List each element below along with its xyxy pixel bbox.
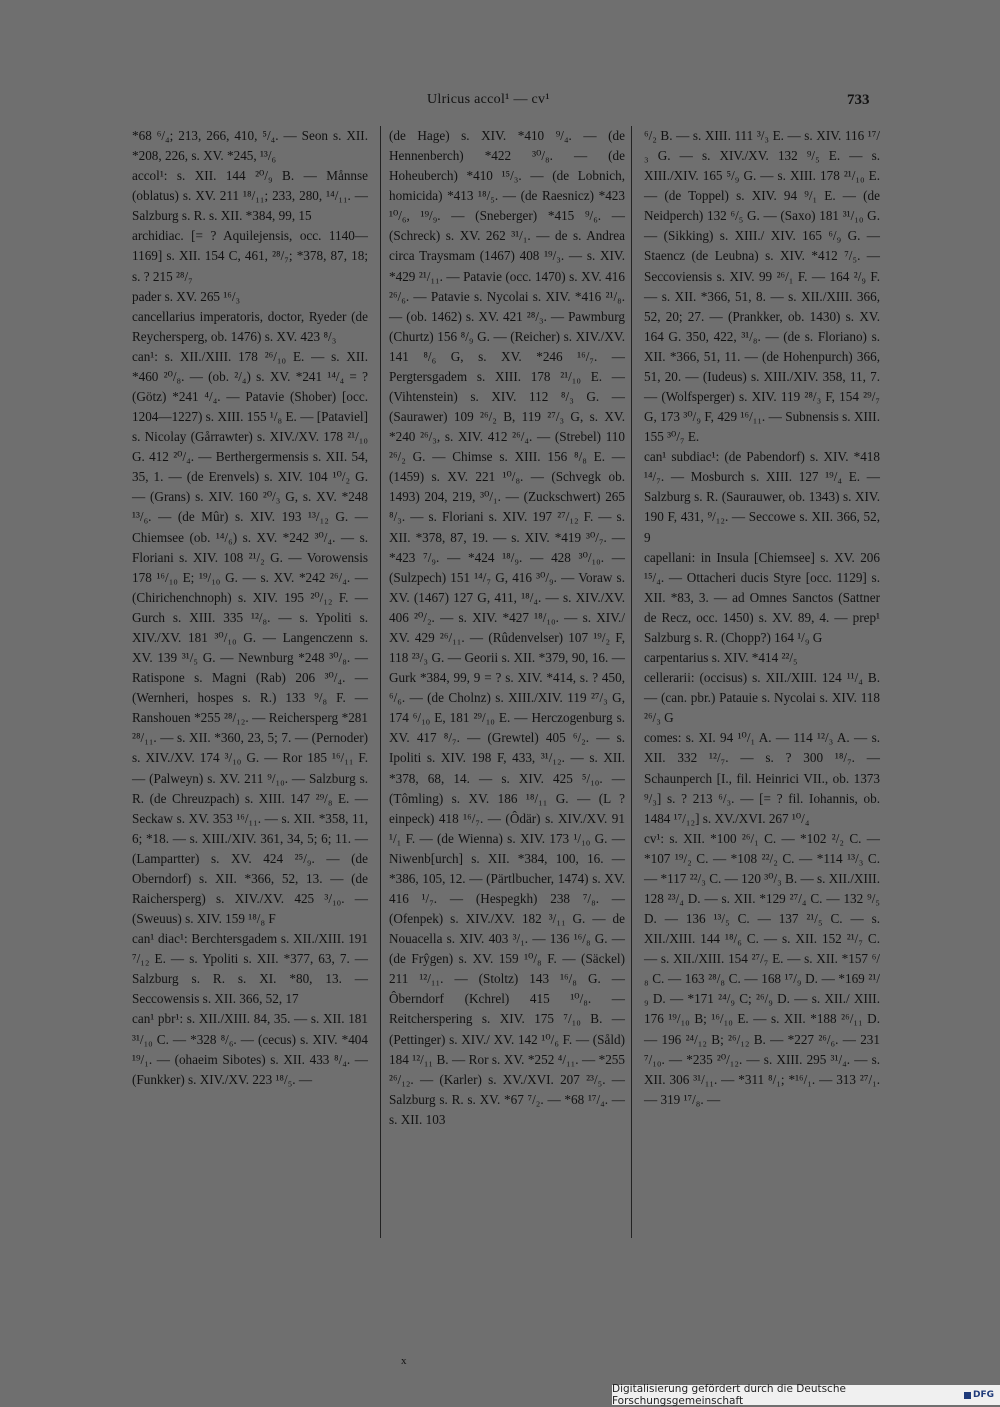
logo-square-icon bbox=[964, 1392, 971, 1399]
footer-text: Digitalisierung gefördert durch die Deutsche Forschungsgemeinschaft bbox=[612, 1383, 846, 1407]
entry-paragraph: comes: s. XI. 94 ¹⁰/₁ A. — 114 ¹²/₃ A. — s. XII. 332 ¹²/₇. — s. ? 300 ¹⁸/₇. — Schaunperch [I., fil. Heinrici VII., ob. 1373 ⁹/₃] s. ? 213 ⁶/₃. — [= ? fil. Iohannis, ob. 1484 ¹⁷/₁₂] s. XV./XVI. 267 ¹⁰/₄ bbox=[644, 730, 880, 826]
column-divider bbox=[631, 126, 632, 1238]
bottom-mark: x bbox=[401, 1355, 407, 1367]
column-divider bbox=[380, 126, 381, 1238]
entry-paragraph: can¹ subdiac¹: (de Pabendorf) s. XIV. *418 ¹⁴/₇. — Mosburch s. XIII. 127 ¹⁹/₄ E. — Salzburg s. R. (Saurauwer, ob. 1343) s. XIV. 190 F, 431, ⁹/₁₂. — Seccowe s. XII. 366, 52, 9 bbox=[644, 449, 880, 545]
entry-paragraph: *68 ⁶/₄; 213, 266, 410, ⁵/₄. — Seon s. XII. *208, 226, s. XV. *245, ¹³/₆ bbox=[132, 128, 368, 164]
page-number: 733 bbox=[847, 92, 870, 108]
text-column-3 bbox=[644, 126, 880, 1110]
entry-paragraph: cv¹: s. XII. *100 ²⁶/₁ C. — *102 ²/₂ C. — *107 ¹⁹/₂ C. — *108 ²²/₂ C. — *114 ¹³/₃ C. — *117 ²²/₃ C. — 120 ³⁰/₃ B. — s. XII./XIII. 128 ²³/₄ D. — s. XII. *129 ²⁷/₄ C. — 132 ⁹/₅ D. — 136 ¹³/₅ C. — 137 ²¹/₅ C. — s. XII./XIII. 144 ¹⁸/₆ C. — s. XII. 152 ²¹/₇ C. — s. XII./XIII. 154 ²⁷/₇ E. — s. XII. *157 ⁶/₈ C. — 163 ²⁸/₈ C. — 168 ¹⁷/₉ D. — *169 ²¹/₉ D. — *171 ²⁴/₉ C; ²⁶/₉ D. — s. XII./ XIII. 176 ¹⁹/₁₀ B; ¹⁶/₁₀ E. — s. XII. *188 ²⁶/₁₁ D. — 196 ²⁴/₁₂ B; ²⁶/₁₂ B. — *227 ²⁶/₆. — 231 ⁷/₁₀. — *235 ²⁰/₁₂. — s. XIII. 295 ³¹/₄. — s. XII. 306 ³¹/₁₁. — *311 ⁸/₁; *¹⁶/₁. — 313 ²⁷/₁. — 319 ¹⁷/₈. — bbox=[644, 830, 880, 1107]
entry-paragraph: can¹: s. XII./XIII. 178 ²⁶/₁₀ E. — s. XII. *460 ²⁰/₈. — (ob. ²/₄) s. XV. *241 ¹⁴/₄ = ? (Götz) *241 ⁴/₄. — Patavie (Shober) [occ. 1204—1227) s. XIII. 155 ¹/₈ E. — [Pataviel] s. Nicolay (Gårrawter) s. XIV./XV. 178 ²¹/₁₀ G. 412 ²⁰/₄. — Berthergermensis s. XII. 54, 35, 1. — (de Erenvels) s. XIV. 104 ¹⁰/₂ G. — (Grans) s. XIV. 160 ²⁰/₃ G, s. XV. *248 ¹³/₆. — (de Mûr) s. XIV. 193 ¹³/₁₂ G. — Chiemsee (ob. ¹⁴/₆) s. XV. *242 ³⁰/₄. — s. Floriani s. XIV. 108 ²¹/₂ G. — Vorowensis 178 ¹⁶/₁₀ E; ¹⁹/₁₀ G. — s. XV. *242 ²⁶/₄. — (Chirichenchnoph) s. XIV. 195 ²⁰/₁₂ F. — Gurch s. XIII. 335 ¹²/₈. — s. Ypoliti s. XIV./XV. 181 ³⁰/₁₀ G. — Langenczenn s. XV. 139 ³¹/₅ G. — Newnburg *248 ³⁰/₈. — Ratispone s. Magni (Rab) 206 ³⁰/₄. — (Wernheri, hospes s. R.) 133 ⁹/₈ F. — Ranshouen *255 ²⁸/₁₂. — Reichersperg *281 ²⁸/₁₁. — s. XII. *360, 23, 5; 7. — (Pernoder) s. XIV./XV. 174 ³/₁₀ G. — Ror 185 ¹⁶/₁₁ F. — (Palweyn) s. XV. 211 ⁹/₁₀. — Salzburg s. R. (de Chreuzpach) s. XIII. 147 ²⁹/₈ E. — Seckaw s. XV. 353 ¹⁶/₁₁. — s. XII. *358, 11, 6; *18. — s. XIII./XIV. 361, 34, 5; 6; 11. — (Lampartter) s. XV. 424 ²⁵/₉. — (de Oberndorf) s. XII. *366, 52, 13. — (de Raichersperg) s. XIV./XV. 425 ³/₁₀. — (Sweuus) s. XIV. 159 ¹⁸/₈ F bbox=[132, 348, 368, 927]
running-head: Ulricus accol¹ — cv¹ bbox=[427, 92, 550, 107]
digitization-footer bbox=[612, 1385, 1000, 1405]
entry-paragraph: can¹ pbr¹: s. XII./XIII. 84, 35. — s. XII. 181 ³¹/₁₀ C. — *328 ⁸/₆. — (cecus) s. XIV. *404 ¹⁹/₁. — (ohaeim Sibotes) s. XII. 433 ⁸/₄. — (Funkker) s. XIV./XV. 223 ¹⁸/₅. — bbox=[132, 1011, 368, 1087]
entry-paragraph: cancellarius imperatoris, doctor, Ryeder (de Reychersperg, ob. 1476) s. XV. 423 ⁸/₃ bbox=[132, 308, 368, 344]
entry-paragraph: pader s. XV. 265 ¹⁶/₃ bbox=[132, 288, 241, 304]
entry-paragraph: capellani: in Insula [Chiemsee] s. XV. 206 ¹⁵/₄. — Ottacheri ducis Styre [occ. 1129] s. XII. *83, 3. — ad Omnes Sanctos (Sattner de Recz, occ. 1450) s. XV. 89, 4. — prep¹ Salzburg s. R. (Chopp?) 164 ¹/₉ G bbox=[644, 549, 880, 645]
dfg-logo-icon bbox=[964, 1390, 994, 1400]
entry-paragraph: archidiac. [= ? Aquilejensis, occ. 1140—1169] s. XII. 154 C, 461, ²⁸/₇; *378, 87, 18; s. ? 215 ²⁸/₇ bbox=[132, 228, 368, 284]
text-column-1 bbox=[132, 126, 368, 1090]
entry-paragraph: (de Hage) s. XIV. *410 ⁹/₄. — (de Hennenberch) *422 ³⁰/₈. — (de Hoheuberch) *410 ¹⁵/₃. — (de Lobnich, homicida) *413 ¹⁸/₅. — (de Raesnicz) *423 ¹⁰/₆, ¹⁹/₉. — (Sneberger) *415 ⁹/₆. — (Schreck) s. XV. 262 ³¹/₁. — de s. Andrea circa Traysmam (1467) 408 ¹⁹/₃. — s. XIV. *429 ²¹/₁₁. — Patavie (occ. 1470) s. XV. 416 ²⁶/₆. — Patavie s. Nycolai s. XIV. *416 ²¹/₈. — (ob. 1462) s. XV. 421 ²⁸/₃. — Pawmburg (Churtz) 156 ⁸/₉ G. — (Reicher) s. XIV./XV. 141 ⁸/₆ G, s. XV. *246 ¹⁶/₇. — Pergtersgadem s. XIII. 178 ²¹/₁₀ E. — (Vihtenstein) s. XIV. 112 ⁸/₃ G. — (Saurawer) 109 ²⁶/₂ B, 119 ²⁷/₃ G, s. XV. *240 ²⁶/₃, s. XIV. 412 ²⁶/₄. — (Strebel) 110 ²⁶/₂ G. — Chimse s. XIII. 156 ⁸/₈ E. — (1459) s. XV. 221 ¹⁰/₈. — (Schvegk ob. 1493) 204, 219, ³⁰/₁. — (Zuckschwert) 265 ⁸/₃. — s. Floriani s. XIV. 197 ²⁷/₁₂ F. — s. XII. *378, 87, 19. — s. XIV. *419 ³⁰/₇. — *423 ⁷/₉. — *424 ¹⁸/₉. — 428 ³⁰/₁₀. — (Sulzpech) 151 ¹⁴/₇ G, 416 ³⁰/₉. — Voraw s. XV. (1467) 127 G, 411, ¹⁸/₄. — s. XIV./XV. 406 ²⁰/₂. — s. XIV. *427 ¹⁸/₁₀. — s. XIV./ XV. 429 ²⁶/₁₁. — (Rûdenvelser) 107 ¹⁹/₂ F, 118 ²³/₃ G. — Georii s. XII. *379, 90, 16. — Gurk *384, 99, 9 = ? s. XIV. *414, s. ? 450, ⁶/₆. — (de Cholnz) s. XIII./XIV. 119 ²⁷/₃ G, 174 ⁶/₁₀ E, 181 ²⁹/₁₀ E. — Herczogenburg s. XV. 417 ⁸/₇. — (Grewtel) 405 ⁶/₂. — s. Ipoliti s. XIV. 198 F, 433, ³¹/₁₂. — s. XII. *378, 68, 14. — s. XIV. 425 ⁵/₁₀. — (Tômling) s. XV. 186 ¹⁸/₁₁ G. — (L ? einpeck) 418 ¹⁶/₇. — (Ôdär) s. XIV./XV. 91 ¹/₁ F. — (de Wienna) s. XIV. 173 ¹/₁₀ G. — Niwenb[urch] s. XII. *384, 100, 16. — *386, 105, 12. — (Pärtlbucher, 1474) s. XV. 416 ¹/₇. — (Hespegkh) 238 ⁷/₈. — (Ofenpek) s. XIV./XV. 182 ³/₁₁ G. — de Nouacella s. XIV. 403 ³/₁. — 136 ¹⁶/₈ G. — (de Frŷgen) s. XV. 159 ¹⁰/₈ F. — (Säckel) 211 ¹²/₁₁. — (Stoltz) 143 ¹⁶/₈ G. — Ôberndorf (Kchrel) 415 ¹⁰/₈. — Reitcherspering s. XIV. 175 ⁷/₁₀ B. — (Pettinger) s. XIV./ XV. 142 ¹⁰/₆ F. — (Såld) 184 ¹²/₁₁ B. — Ror s. XV. *252 ⁴/₁₁. — *255 ²⁶/₁₂. — (Karler) s. XV./XVI. 207 ²³/₅. — Salzburg s. R. s. XV. *67 ⁷/₂. — *68 ¹⁷/₄. — s. XII. 103 bbox=[389, 128, 625, 1127]
entry-paragraph: carpentarius s. XIV. *414 ²²/₅ bbox=[644, 650, 798, 666]
entry-paragraph: can¹ diac¹: Berchtersgadem s. XII./XIII. 191 ⁷/₁₂ E. — s. Ypoliti s. XII. *377, 63, 7. — Salzburg s. R. s. XI. *80, 13. — Seccowensis s. XII. 366, 52, 17 bbox=[132, 931, 368, 1007]
entry-paragraph: cellerarii: (occisus) s. XII./XIII. 124 ¹¹/₄ B. — (can. pbr.) Patauie s. Nycolai s. XIV. 118 ²⁶/₃ G bbox=[644, 670, 880, 726]
entry-paragraph: accol¹: s. XII. 144 ²⁰/₉ B. — Månnse (oblatus) s. XV. 211 ¹⁸/₁₁; 233, 280, ¹⁴/₁₁. — Salzburg s. R. s. XII. *384, 99, 15 bbox=[132, 168, 368, 224]
text-column-2 bbox=[389, 126, 625, 1130]
entry-paragraph: ⁶/₂ B. — s. XIII. 111 ³/₃ E. — s. XIV. 116 ¹⁷/₃ G. — s. XIV./XV. 132 ⁹/₅ E. — s. XIII./XIV. 165 ⁵/₉ G. — s. XIII. 178 ²¹/₁₀ E. — (de Toppel) s. XIV. 94 ⁹/₁ E. — (de Neidperch) 132 ⁶/₅ G. — (Saxo) 181 ³¹/₁₀ G. — (Sikking) s. XIII./ XIV. 165 ⁶/₉ G. — Staencz (de Leubna) s. XIV. *412 ⁷/₅. — Seccoviensis s. XIV. 99 ²⁶/₁ F. — 164 ²/₉ F. — s. XII. *366, 51, 8. — s. XII./XIII. 366, 52, 20; 27. — (Prankker, ob. 1430) s. XV. 164 G. 350, 422, ³¹/₈. — (de s. Floriano) s. XII. *366, 51, 11. — (de Hohenpurch) 366, 51, 20. — (Iudeus) s. XIII./XIV. 358, 11, 7. — (Wolfsperger) s. XIV. 119 ²⁸/₃ F, 154 ²⁹/₇ G, 173 ³⁰/₉ F, 429 ¹⁶/₁₁. — Subnensis s. XIII. 155 ³⁰/₇ E. bbox=[644, 128, 880, 445]
logo-label: DFG bbox=[972, 1390, 994, 1400]
